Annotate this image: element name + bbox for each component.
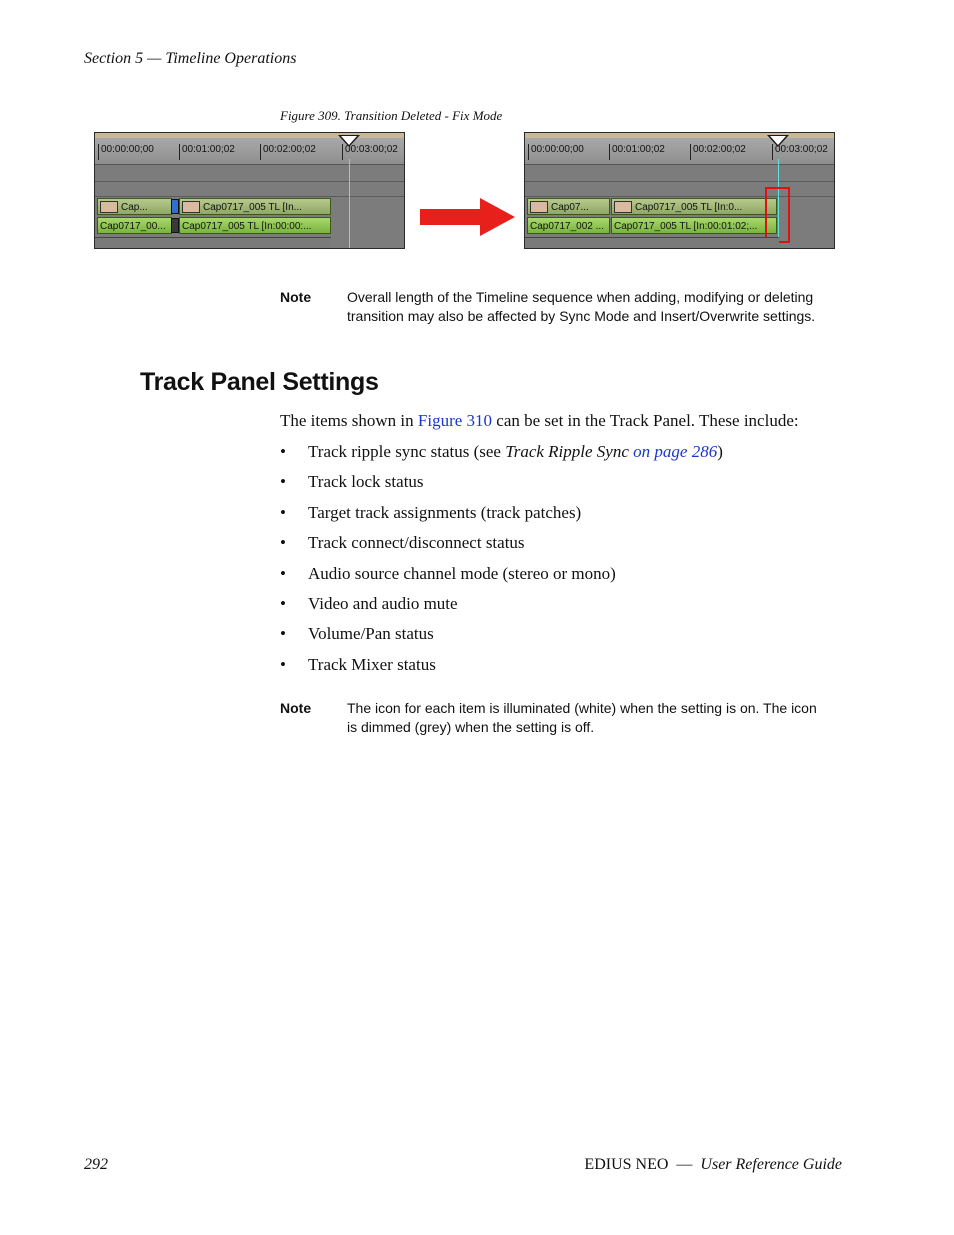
tick-label: 00:02:00;02 xyxy=(260,144,316,160)
list-item-text: Track connect/disconnect status xyxy=(308,533,525,553)
playhead-marker-inner xyxy=(770,136,786,145)
note-block xyxy=(280,699,840,739)
list-item-text: Audio source channel mode (stereo or mono) xyxy=(308,563,616,583)
clip-thumbnail-icon xyxy=(530,201,548,213)
timeline-before-screenshot xyxy=(94,132,405,249)
tick-label: 00:00:00;00 xyxy=(528,144,584,160)
video-clip xyxy=(179,198,331,215)
bullet-marker: • xyxy=(280,502,286,522)
bullet-marker: • xyxy=(280,563,286,583)
track-separator xyxy=(95,181,404,182)
audio-clip: Cap0717_005 TL [In:00:01:02;... xyxy=(611,217,777,234)
audio-clip: Cap0717_005 TL [In:00:00:... xyxy=(179,217,331,234)
timeline-bottom-bar xyxy=(525,237,779,248)
list-item-text: Track lock status xyxy=(308,472,424,492)
list-item-text: Track Mixer status xyxy=(308,654,436,674)
tick-label: 00:01:00;02 xyxy=(179,144,235,160)
video-clip xyxy=(97,198,172,215)
list-item-text: Target track assignments (track patches) xyxy=(308,502,582,522)
tick-label: 00:01:00;02 xyxy=(609,144,665,160)
list-item xyxy=(280,564,723,594)
note-label: Note xyxy=(280,700,312,716)
list-item-text: Track ripple sync status (see xyxy=(308,442,506,461)
figure-310-link[interactable]: Figure 310 xyxy=(417,411,493,430)
intro-text: can be set in the Track Panel. These include: xyxy=(492,411,799,430)
playhead-line xyxy=(349,159,350,248)
list-item xyxy=(280,655,723,685)
track-separator xyxy=(95,196,404,197)
clip-label: Cap0717_005 TL [In:0... xyxy=(635,202,743,213)
list-item-text: Video and audio mute xyxy=(308,593,458,613)
transition-marker-icon xyxy=(171,199,179,214)
timeline-after-screenshot xyxy=(524,132,835,249)
clip-thumbnail-icon xyxy=(100,201,118,213)
footer-separator: — xyxy=(676,1156,693,1173)
list-item xyxy=(280,442,723,472)
bullet-marker: • xyxy=(280,624,286,644)
footer-guide: User Reference Guide xyxy=(700,1156,842,1173)
playhead-marker-inner xyxy=(341,136,357,145)
running-head: Section 5 — Timeline Operations xyxy=(84,50,297,67)
bullet-marker: • xyxy=(280,654,286,674)
track-panel-items-list xyxy=(280,442,723,685)
clip-thumbnail-icon xyxy=(614,201,632,213)
audio-clip: Cap0717_002 ... xyxy=(527,217,610,234)
clip-thumbnail-icon xyxy=(182,201,200,213)
list-item xyxy=(280,624,723,654)
tick-label: 00:02:00;02 xyxy=(690,144,746,160)
section-title: Track Panel Settings xyxy=(140,368,379,396)
transition-marker-icon xyxy=(171,218,179,233)
intro-paragraph xyxy=(280,411,799,431)
video-clip xyxy=(527,198,610,215)
tick-label: 00:00:00;00 xyxy=(98,144,154,160)
list-item xyxy=(280,503,723,533)
list-item xyxy=(280,472,723,502)
page-286-link[interactable]: on page 286 xyxy=(628,442,718,461)
list-item xyxy=(280,594,723,624)
audio-clip: Cap0717_00... xyxy=(97,217,172,234)
list-item-text: ) xyxy=(717,442,723,461)
bullet-marker: • xyxy=(280,442,286,461)
clip-label: Cap07... xyxy=(551,202,589,213)
footer-product: EDIUS NEO xyxy=(584,1156,669,1173)
video-clip xyxy=(611,198,777,215)
bullet-marker: • xyxy=(280,593,286,613)
note-text: Overall length of the Timeline sequence when adding, modifying or deleting transition may also be affected by Sync Mode and Insert/Overwrite settings. xyxy=(347,289,816,324)
tick-label: 00:03:00;02 xyxy=(342,144,398,160)
figure-caption: Figure 309. Transition Deleted - Fix Mode xyxy=(280,108,503,123)
intro-text: The items shown in xyxy=(280,411,418,430)
bullet-marker: • xyxy=(280,533,286,553)
note-block xyxy=(280,288,840,328)
bullet-marker: • xyxy=(280,472,286,492)
clip-label: Cap... xyxy=(121,202,148,213)
page-number: 292 xyxy=(84,1156,108,1173)
list-item-italic: Track Ripple Sync xyxy=(505,442,629,461)
clip-label: Cap0717_005 TL [In... xyxy=(203,202,302,213)
note-label: Note xyxy=(280,289,312,305)
tick-label: 00:03:00;02 xyxy=(772,144,828,160)
list-item-text: Volume/Pan status xyxy=(308,624,434,644)
timeline-bottom-bar xyxy=(95,237,331,248)
list-item xyxy=(280,533,723,563)
track-separator xyxy=(525,181,834,182)
right-arrow-icon xyxy=(420,198,516,236)
highlight-box xyxy=(765,187,790,243)
note-text: The icon for each item is illuminated (white) when the setting is on. The icon is dimmed (grey) when the setting is off. xyxy=(347,700,817,735)
arrow-shape xyxy=(420,198,515,236)
footer-title xyxy=(584,1156,842,1174)
